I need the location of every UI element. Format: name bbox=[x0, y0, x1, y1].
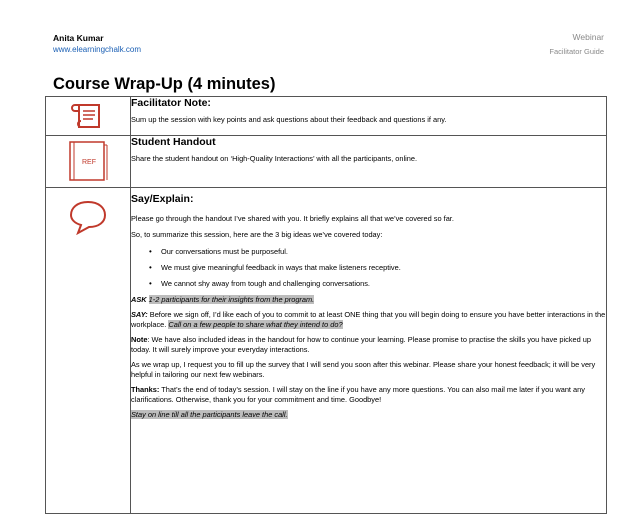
facilitator-table bbox=[45, 96, 607, 514]
final-instruction bbox=[131, 410, 606, 420]
website-link[interactable]: www.elearningchalk.com bbox=[53, 45, 142, 54]
facilitator-note-cell bbox=[131, 97, 607, 136]
page-title: Course Wrap-Up (4 minutes) bbox=[53, 75, 276, 93]
note-label: Note bbox=[131, 335, 148, 344]
big-ideas-list bbox=[131, 247, 606, 289]
student-handout-cell bbox=[131, 136, 607, 188]
ask-text: 1-2 participants for their insights from the program. bbox=[148, 295, 315, 304]
note-paragraph bbox=[131, 335, 606, 355]
student-handout-heading: Student Handout bbox=[131, 136, 216, 148]
say-paragraph bbox=[131, 310, 606, 330]
icon-cell bbox=[46, 136, 131, 188]
note-text: : We have also included ideas in the handout for how to continue your learning. Please promise to practise the skills you have picked up today. It will surely improve your everyday interactions. bbox=[131, 335, 592, 354]
list-item: • We cannot shy away from tough and challenging conversations. bbox=[149, 279, 606, 289]
say-label: SAY: bbox=[131, 310, 148, 319]
table-row-say-explain bbox=[46, 188, 607, 514]
thanks-label: Thanks: bbox=[131, 385, 160, 394]
say-explain-cell bbox=[131, 188, 607, 514]
summary-intro: So, to summarize this session, here are the 3 big ideas we’ve covered today: bbox=[131, 230, 383, 239]
facilitator-note-text: Sum up the session with key points and ask questions about their feedback and questions if any. bbox=[131, 115, 447, 124]
facilitator-note-heading: Facilitator Note: bbox=[131, 97, 211, 109]
doc-type-label: Webinar bbox=[572, 32, 604, 42]
say-explain-heading: Say/Explain: bbox=[131, 193, 194, 205]
thanks-paragraph bbox=[131, 385, 606, 405]
doc-subtitle-label: Facilitator Guide bbox=[549, 47, 604, 56]
book-icon-label: REF bbox=[82, 159, 96, 166]
say-text: Before we sign off, I’d like each of you to commit to at least ONE thing that you will begin doing to ensure you have better interactions in the workplace. bbox=[131, 310, 606, 329]
icon-cell bbox=[46, 97, 131, 136]
scroll-icon bbox=[71, 101, 105, 131]
say-highlight: Call on a few people to share what they intend to do? bbox=[168, 320, 343, 329]
ask-instruction bbox=[131, 295, 606, 305]
icon-cell bbox=[46, 188, 131, 514]
thanks-text: That’s the end of today’s session. I will stay on the line if you have any more questions. You can also mail me later if you want any clarifications. Otherwise, thank you for your commitment and time. Goodbye! bbox=[131, 385, 585, 404]
wrap-up-paragraph: As we wrap up, I request you to fill up the survey that I will send you soon after this webinar. Please share your honest feedback; it will be very helpful in tailoring our next few webinars. bbox=[131, 360, 596, 379]
book-icon bbox=[66, 140, 110, 182]
table-row-student-handout bbox=[46, 136, 607, 188]
say-explain-intro: Please go through the handout I’ve shared with you. It briefly explains all that we’ve covered so far. bbox=[131, 214, 454, 223]
author-name: Anita Kumar bbox=[53, 33, 104, 43]
list-item: • We must give meaningful feedback in ways that make listeners receptive. bbox=[149, 263, 606, 273]
speech-bubble-icon bbox=[68, 199, 108, 235]
table-row-facilitator-note bbox=[46, 97, 607, 136]
list-item: • Our conversations must be purposeful. bbox=[149, 247, 606, 257]
student-handout-text: Share the student handout on ‘High-Quality Interactions’ with all the participants, online. bbox=[131, 154, 418, 163]
ask-label: ASK bbox=[131, 295, 147, 304]
final-instruction-text: Stay on line till all the participants leave the call. bbox=[131, 410, 288, 419]
